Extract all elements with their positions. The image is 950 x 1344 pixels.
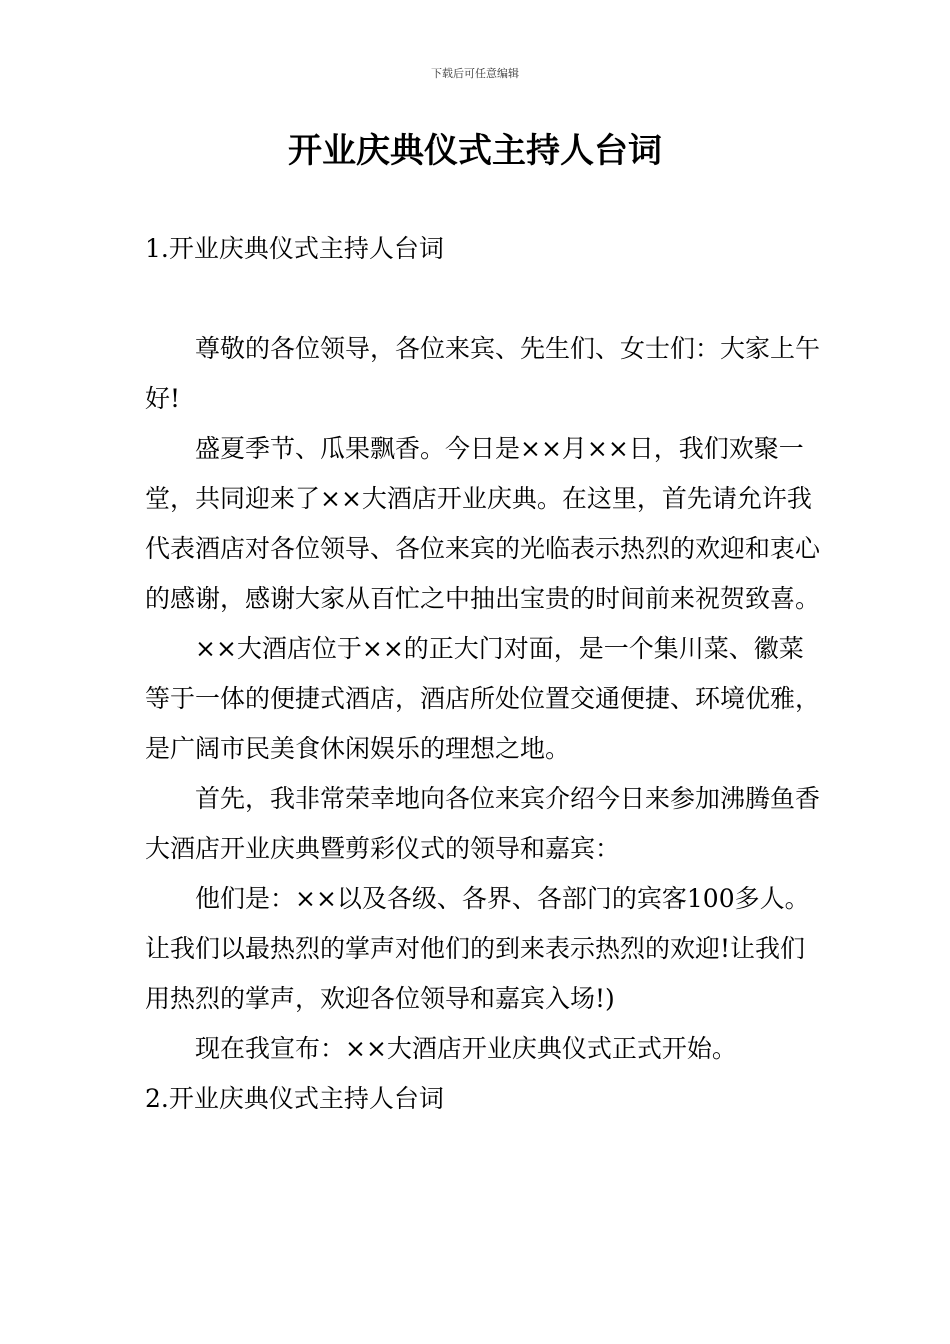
document-title: 开业庆典仪式主持人台词 [288, 131, 662, 171]
section-heading-1: 1.开业庆典仪式主持人台词 [145, 234, 444, 263]
section-heading-2: 2.开业庆典仪式主持人台词 [145, 1084, 444, 1113]
paragraph-3: ××大酒店位于××的正大门对面，是一个集川菜、徽菜等于一体的便捷式酒店，酒店所处位置交通便捷、环境优雅，是广阔市民美食休闲娱乐的理想之地。 [145, 634, 821, 763]
header-note: 下载后可任意编辑 [431, 67, 519, 80]
paragraph-6: 现在我宣布：××大酒店开业庆典仪式正式开始。 [195, 1034, 737, 1063]
paragraph-4: 首先，我非常荣幸地向各位来宾介绍今日来参加沸腾鱼香大酒店开业庆典暨剪彩仪式的领导和嘉宾： [145, 784, 821, 863]
document-body [145, 224, 825, 1124]
paragraph-5: 他们是：××以及各级、各界、各部门的宾客100多人。让我们以最热烈的掌声对他们的到来表示热烈的欢迎!让我们用热烈的掌声，欢迎各位领导和嘉宾入场!) [145, 884, 810, 1013]
paragraph-1: 尊敬的各位领导，各位来宾、先生们、女士们：大家上午好! [145, 334, 821, 413]
paragraph-2: 盛夏季节、瓜果飘香。今日是××月××日，我们欢聚一堂，共同迎来了××大酒店开业庆典。在这里，首先请允许我代表酒店对各位领导、各位来宾的光临表示热烈的欢迎和衷心的感谢，感谢大家从百忙之中抽出宝贵的时间前来祝贺致喜。 [145, 434, 821, 613]
